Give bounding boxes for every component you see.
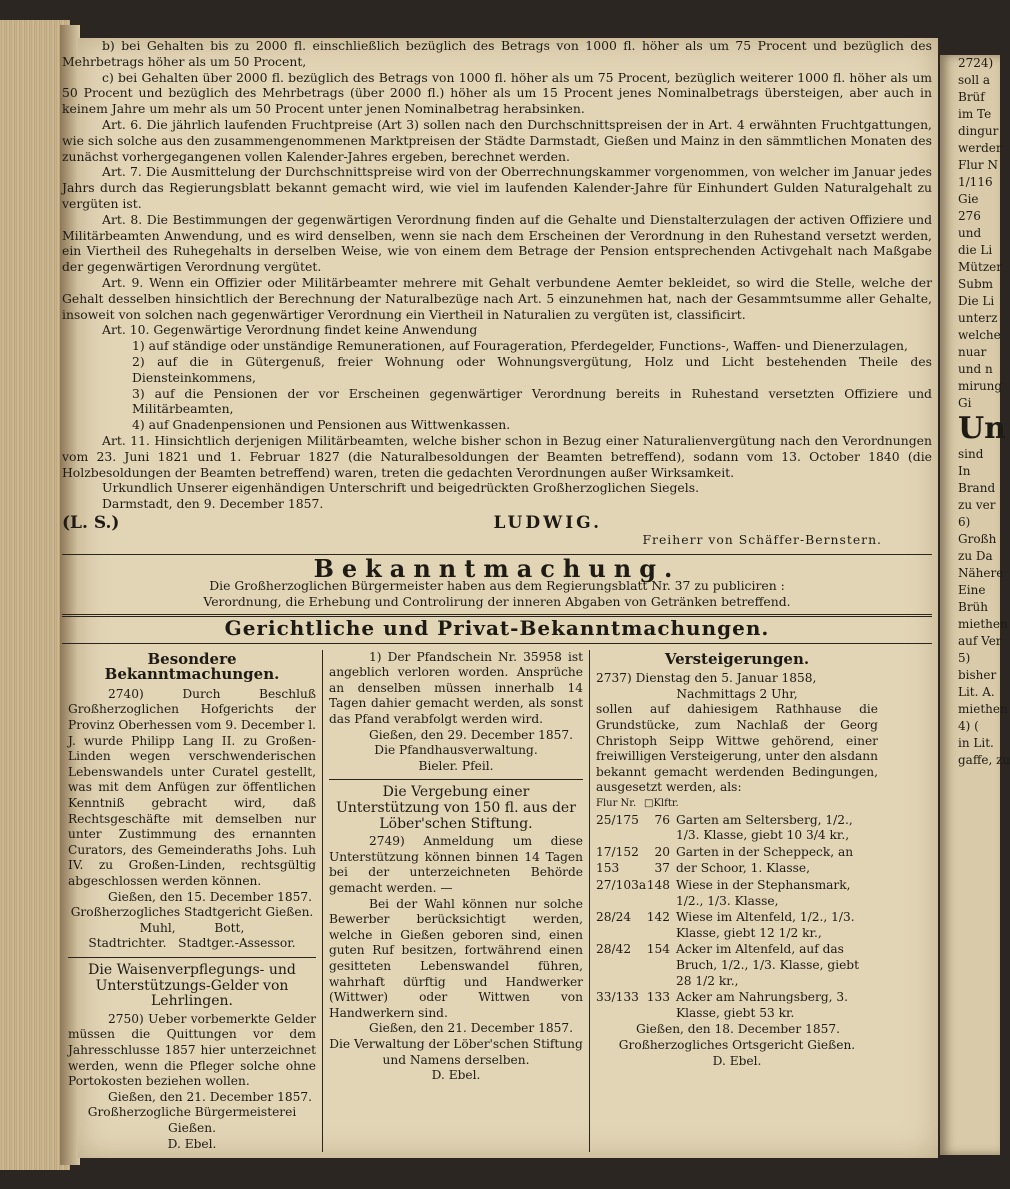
facing-page-line: Un [958,411,1006,446]
notice-2749-cont: Bei der Wahl können nur solche Bewerber berücksichtigt werden, welche in Gießen geboren sind, einen guten Ruf besitzen, fortwährend einen gesitteten Lebenswandel führen, wahrhaft dürftig und Handwerker (Wittwer) oder Wittwen von Handwerkern sind. [329,896,583,1020]
notice-title: Die Waisenverpflegungs- und Unterstützungs-Gelder von Lehrlingen. [88,961,296,1010]
facing-page-line: 1/116 [958,175,993,189]
facing-page-line: zu Da [958,549,993,563]
para-b: b) bei Gehalten bis zu 2000 fl. einschließlich bezüglich des Betrags von 1000 fl. höher als um 75 Procent und bezüglich des Mehrbetrags höher als um 50 Procent, [62,38,932,69]
notice-2750: 2750) Ueber vorbemerkte Gelder müssen die Quittungen vor dem Jahresschlusse 1857 hier unterzeichnet werden, wenn die Pfleger solche ohne Portokosten beziehen wollen. [68,1011,316,1089]
notice-name: D. Ebel. [431,1068,481,1083]
facing-page-line: bisher [958,668,997,682]
list-item: 3) auf die Pensionen der vor Erscheinen gegenwärtiger Verordnung bereits in Ruhestand versetzten Offiziere und Militärbeamten, [132,385,932,417]
plot-flur: 33/133 [596,990,639,1005]
auction-date: 2737) Dienstag den 5. Januar 1858, [596,671,817,686]
notice-roles: Stadtrichter. Stadtger.-Assessor. [88,936,296,951]
facing-page-line: Mützer [958,260,1002,274]
art-11: Art. 11. Hinsichtlich derjenigen Militärbeamten, welche bisher schon in Bezug einer Naturalienvergütung nach den Verordnungen vom 23. Juni 1821 und 1. Februar 1827 (die Naturalbesoldungen der Beamten betreffend), sodann vom 13. October 1840 (die Holzbesoldungen der Beamten betreffend) waren, treten die gedachten Verordnungen außer Wirksamkeit. [62,432,932,480]
facing-page-line: miethen [958,617,1008,631]
plot-flur: 28/42 [596,942,632,957]
facing-page-line: dingur [958,124,999,138]
facing-page-line: Großh [958,532,997,546]
bekanntmachung-line1: Die Großherzoglichen Bürgermeister haben aus dem Regierungsblatt Nr. 37 zu publiciren : [209,578,785,594]
facing-page-fragment [940,55,1010,1155]
facing-page-line: Nähere [958,566,1004,580]
notice-office: Die Verwaltung der Löber'schen Stiftung und Namens derselben. [329,1036,583,1067]
plot-flur: 25/175 [596,812,639,827]
notice-columns [62,650,932,1152]
facing-page-line: und [958,226,982,240]
notice-2740: 2740) Durch Beschluß Großherzoglichen Hofgerichts der Provinz Oberhessen vom 9. December l. J. wurde Philipp Lang II. zu Großen-Linden wegen verschwenderischen Lebenswandels unter Curatel gestellt, was mit dem Anfügen zur öffentlichen Kenntniß gebracht wird, daß Rechtsgeschäfte mit demselben nur unter Zustimmung des ernannten Curators, des Gemeinderaths Johs. Luh IV. zu Großen-Linden, rechtsgültig abgeschlossen werden können. [68,686,316,888]
facing-page-line: Brüf [958,90,985,104]
facing-page-line: in Lit. [958,736,994,750]
notice-office: Großherzogliches Stadtgericht Gießen. [70,905,314,920]
plot-flur: 27/103a [596,878,647,892]
header-flur: Flur Nr. [596,798,637,810]
notice-2749: 2749) Anmeldung um diese Unterstützung können binnen 14 Tagen bei der unterzeichneten Behörde gemacht werden. — [329,834,583,895]
facing-page-line: unterz [958,311,998,325]
facing-page-line: 4) ( [958,719,979,733]
facing-page-line: auf Ver [958,634,1002,648]
facing-page-line: und n [958,362,993,376]
plot-desc: Acker im Altenfeld, auf das Bruch, 1/2., 1/3. Klasse, giebt 28 1/2 kr., [676,942,860,988]
column-middle [323,650,590,1152]
plot-kl: 148 [646,878,670,892]
plot-kl: 76 [654,812,670,827]
table-row [596,861,878,877]
notice-office: Die Pfandhausverwaltung. [374,743,538,758]
plot-flur: 153 [596,861,620,876]
place-date: Darmstadt, den 9. December 1857. [102,496,324,512]
plot-desc: Wiese im Altenfeld, 1/2., 1/3. Klasse, giebt 12 1/2 kr., [676,910,855,940]
bekanntmachung-title: Bekanntmachung. [313,553,681,583]
table-row [596,878,878,909]
facing-page-line: In [958,464,971,478]
page-content [62,38,932,1152]
table-row [596,813,878,844]
art-9: Art. 9. Wenn ein Offizier oder Militärbeamter mehrere mit Gehalt verbundene Aemter bekleidet, so wird die Stelle, welche der Gehalt desselben hinsichtlich der Berechnung der Naturalbezüge nach Art. 5 einzunehmen hat, nach der Gesammtsumme aller Gehalte, insoweit von solchen nach gegenwärtiger Verordnung ein Viertheil in Naturalien zu vergüten ist, classificirt. [62,274,932,322]
facing-page-line: Die Li [958,294,995,308]
notice-names: Muhl, Bott, [139,920,245,935]
facing-page-line: im Te [958,107,992,121]
list-item: 1) auf ständige oder unständige Remunerationen, auf Fourageration, Pferdegelder, Functions-, Waffen- und Dienerzulagen, [132,338,908,354]
notice-office: Großherzogliche Bürgermeisterei Gießen. [87,1105,297,1135]
facing-page-line: mirung [958,379,1003,393]
plot-kl: 154 [646,942,670,957]
facing-page-line: 6) [958,515,971,529]
facing-page-line: 2724) [958,56,994,70]
facing-page-line: Brüh [958,600,989,614]
bekanntmachung-line2: Verordnung, die Erhebung und Controlirung der inneren Abgaben von Getränken betreffend. [203,594,791,610]
facing-page-line: 276 [958,209,981,223]
facing-page-line: die Li [958,243,993,257]
header-klafter: □Klftr. [644,798,679,810]
plot-flur: 17/152 [596,844,639,859]
table-row [596,942,878,989]
plot-kl: 37 [654,861,670,876]
notice-date: Gießen, den 21. December 1857. [108,1089,312,1104]
auction-name: D. Ebel. [712,1053,762,1068]
plot-desc: der Schoor, 1. Klasse, [676,861,811,876]
notice-date: Gießen, den 21. December 1857. [369,1021,573,1036]
facing-page-line: Gi [958,396,972,410]
divider [329,779,583,780]
facing-page-line: 5) [958,651,971,665]
notice-name: D. Ebel. [167,1136,217,1151]
art-10: Art. 10. Gegenwärtige Verordnung findet keine Anwendung [102,322,478,338]
countersignature: Freiherr von Schäffer-Bernstern. [642,531,882,547]
notice-date: Gießen, den 29. December 1857. [369,727,573,742]
facing-page-line: Flur N [958,158,998,172]
section-banner: Gerichtliche und Privat-Bekanntmachungen. [224,615,770,640]
plot-kl: 133 [646,990,670,1005]
notice-title: Die Vergebung einer Unterstützung von 150 fl. aus der Löber'schen Stiftung. [336,784,576,832]
column-left [62,650,323,1152]
auction-place-date: Gießen, den 18. December 1857. [636,1022,840,1037]
facing-page-line: Lit. A. [958,685,995,699]
auction-intro: sollen auf dahiesigem Rathhause die Grundstücke, zum Nachlaß der Georg Christoph Seipp Wittwe gehörend, einer freiwilligen Versteigerung, unter den alsdann bekannt gemacht werdenden Bedingungen, ausgesetzt werden, als: [596,702,878,795]
facing-page-line: gaffe, zu [958,753,1010,767]
royal-signature: LUDWIG. [493,512,602,533]
art-10-list [62,338,932,433]
plot-kl: 142 [646,910,670,925]
column-title: Besondere Bekanntmachungen. [104,649,280,684]
notice-names: Bieler. Pfeil. [418,758,494,773]
column-right [590,650,884,1152]
para-c: c) bei Gehalten über 2000 fl. bezüglich des Betrags von 1000 fl. höher als um 75 Procent, bezüglich weiterer 1000 fl. höher als um 50 Procent und bezüglich des Mehrbetrags (über 2000 fl.) höher als um 15 Procent jenes Nominalbetrags übersteigen, aber auch in keinem Jahre um mehr als um 50 Procent unter jenen Nominalbetrag herabsinken. [62,69,932,117]
facing-page-line: werder [958,141,1002,155]
plot-desc: Wiese in der Stephansmark, 1/2., 1/3. Klasse, [676,878,851,908]
facing-page-line: miethen [958,702,1008,716]
plot-kl: 20 [654,844,670,859]
list-item: 2) auf die in Gütergenuß, freier Wohnung oder Wohnungsvergütung, Holz und Licht bestehenden Theile des Diensteinkommens, [132,353,932,385]
notice-pfandschein: 1) Der Pfandschein Nr. 35958 ist angeblich verloren worden. Ansprüche an denselben müssen innerhalb 14 Tagen dahier gemacht werden, als sonst das Pfand verabfolgt werden wird. [329,649,583,727]
divider [62,643,932,644]
list-item: 4) auf Gnadenpensionen und Pensionen aus Wittwenkassen. [132,417,511,433]
urkund-line: Urkundlich Unserer eigenhändigen Unterschrift und beigedrückten Großherzoglichen Siegels. [102,480,700,496]
facing-page-line: sind [958,447,984,461]
table-row [596,990,878,1021]
column-title: Versteigerungen. [664,649,810,668]
table-row [596,910,878,941]
seal-mark: (L. S.) [62,512,120,533]
auction-time: Nachmittags 2 Uhr, [676,686,798,701]
plot-desc: Garten in der Scheppeck, an [676,844,854,859]
facing-page-line: welche [958,328,1001,342]
facing-page-line: zu ver [958,498,996,512]
facing-page-line: soll a [958,73,991,87]
plot-table-header [596,796,878,812]
signature-row [62,512,932,533]
plot-desc: Acker am Nahrungsberg, 3. Klasse, giebt 53 kr. [676,990,848,1020]
notice-date: Gießen, den 15. December 1857. [108,889,312,904]
facing-page-line: Subm [958,277,994,291]
art-8: Art. 8. Die Bestimmungen der gegenwärtigen Verordnung finden auf die Gehalte und Dienstalterzulagen der activen Offiziere und Militärbeamten Anwendung, und es wird denselben, wenn sie nach dem Erscheinen der Verordnung in den Ruhestand versetzt werden, ein Viertheil des Ruhegehalts in derselben Weise, wie von einem dem Betrage der Pension entsprechenden Activgehalt nach Maßgabe der gegenwärtigen Verordnung vergütet. [62,211,932,275]
divider [68,957,316,958]
plot-table [596,813,878,1022]
table-row [596,845,878,861]
facing-page-line: Brand [958,481,996,495]
plot-flur: 28/24 [596,910,632,925]
facing-page-line: nuar [958,345,987,359]
plot-desc: Garten am Seltersberg, 1/2., 1/3. Klasse, giebt 10 3/4 kr., [676,812,853,843]
auction-office: Großherzogliches Ortsgericht Gießen. [618,1037,856,1052]
art-7: Art. 7. Die Ausmittelung der Durchschnittspreise wird von der Oberrechnungskammer vorgenommen, von welcher im Januar jedes Jahrs durch das Regierungsblatt bekannt gemacht wird, wie viel im laufenden Kalender-Jahre für Einhundert Gulden Naturalgehalt zu vergüten ist. [62,164,932,211]
facing-page-line: Gie [958,192,979,206]
facing-page-line: Eine [958,583,986,597]
art-6: Art. 6. Die jährlich laufenden Fruchtpreise (Art 3) sollen nach den Durchschnittspreisen der in Art. 4 erwähnten Fruchtgattungen, wie sich solche aus den zusammengenommenen Marktpreisen der Städte Darmstadt, Gießen und Mainz in den sämmtlichen Monaten des zunächst vorhergegangenen vollen Kalender-Jahres ergeben, berechnet werden. [62,116,932,164]
